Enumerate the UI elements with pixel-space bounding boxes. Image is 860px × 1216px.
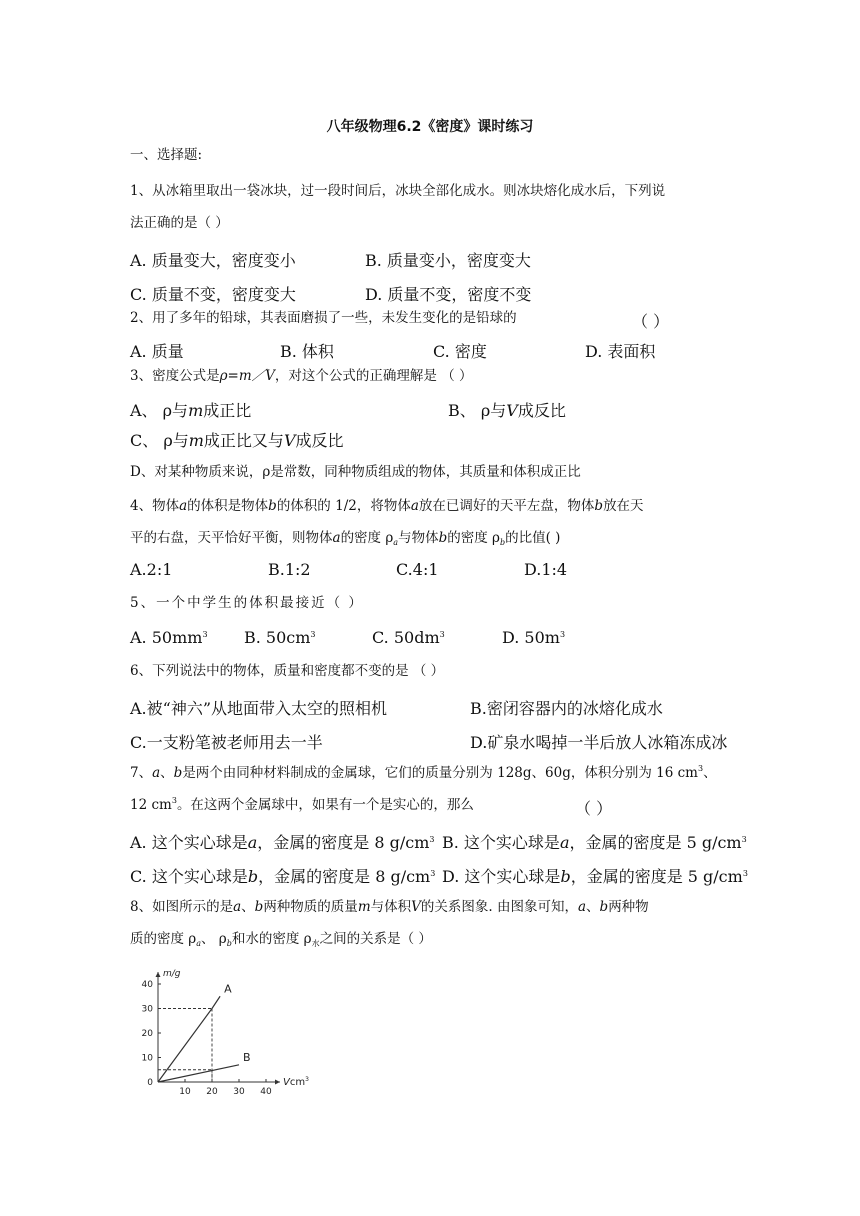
q3-option-c: C、 ρ与m成正比又与V成反比 xyxy=(130,431,344,450)
y-tick-label: 10 xyxy=(141,1053,153,1064)
y-axis-arrow xyxy=(156,972,161,977)
origin-label: 0 xyxy=(147,1078,153,1088)
q6-option-d: D.矿泉水喝掉一半后放人冰箱冻成冰 xyxy=(470,733,728,752)
series-label-a: A xyxy=(224,982,232,996)
q2-answer-paren: （ ） xyxy=(632,312,670,331)
q1-option-a: A. 质量变大，密度变小 xyxy=(130,251,296,270)
q1-stem-line1: 1、从冰箱里取出一袋冰块，过一段时间后，冰块全部化成水。则冰块熔化成水后，下列说 xyxy=(130,183,666,199)
q3-option-a: A、 ρ与m成正比 xyxy=(130,401,252,420)
q2-option-a: A. 质量 xyxy=(130,342,184,361)
q1-option-c: C. 质量不变，密度变大 xyxy=(130,285,296,304)
q4-option-b: B.1:2 xyxy=(268,560,311,579)
y-tick-label: 40 xyxy=(141,980,153,990)
q6-option-c: C.一支粉笔被老师用去一半 xyxy=(130,733,323,752)
q7-option-c: C. 这个实心球是b，金属的密度是 8 $g/cm^3$ xyxy=(130,867,436,886)
x-tick-label: 40 xyxy=(260,1087,272,1097)
q3-stem xyxy=(130,367,473,385)
q4-option-a: A.2:1 xyxy=(130,560,173,579)
q6-option-b: B.密闭容器内的冰熔化成水 xyxy=(470,699,663,718)
q7-stem-line2: 12 $cm^3$。在这两个金属球中，如果有一个是实心的，那么 xyxy=(130,796,474,813)
q2-option-d: D. 表面积 xyxy=(585,342,656,361)
q7-answer-paren: （ ） xyxy=(575,799,613,818)
q7-option-a: A. 这个实心球是a，金属的密度是 8 $g/cm^3$ xyxy=(130,833,435,852)
series-label-b: B xyxy=(243,1050,251,1064)
q6-option-a: A.被“神六”从地面带入太空的照相机 xyxy=(130,699,388,718)
graph-labels xyxy=(142,969,310,1097)
q7-option-b: B. 这个实心球是a，金属的密度是 5 $g/cm^3$ xyxy=(442,833,747,852)
q8-stem-line1: 8、如图所示的是a、b两种物质的质量m与体积V的关系图象. 由图象可知，a、b两种物 xyxy=(130,899,649,915)
q4-stem-line1: 4、物体a的体积是物体b的体积的 1/2，将物体a放在已调好的天平左盘，物体b放在天 xyxy=(130,498,644,514)
q2-option-c: C. 密度 xyxy=(433,342,487,361)
x-tick-label: 10 xyxy=(179,1087,191,1097)
q2-stem: 2、用了多年的铅球，其表面磨损了一些，未发生变化的是铅球的 xyxy=(130,310,517,326)
x-axis-arrow xyxy=(275,1080,280,1085)
q1-stem-line2: 法正确的是（ ） xyxy=(130,215,229,231)
q3-option-d: D、对某种物质来说，ρ是常数，同种物质组成的物体，其质量和体积成正比 xyxy=(130,464,581,480)
density-formula: ρ=m／V xyxy=(219,368,275,384)
q7-option-d: D. 这个实心球是b，金属的密度是 5 $g/cm^3$ xyxy=(442,867,748,886)
y-tick-label: 30 xyxy=(141,1004,153,1015)
x-axis-label: Vcm$^3$ xyxy=(283,1076,309,1088)
q1-option-d: D. 质量不变，密度不变 xyxy=(365,285,532,304)
page-title: 八年级物理6.2《密度》课时练习 xyxy=(326,119,534,135)
series-line-b xyxy=(158,1065,239,1082)
q4-option-d: D.1:4 xyxy=(524,560,568,579)
q4-stem-line2: 平的右盘，天平恰好平衡，则物体a的密度 $\rho_a$与物体b的密度 $\rho_b$的比值( ) xyxy=(130,530,561,547)
q3-stem-b: ，对这个公式的正确理解是 （ ） xyxy=(274,368,473,384)
q6-stem: 6、下列说法中的物体，质量和密度都不变的是 （ ） xyxy=(130,663,445,679)
q3-option-b: B、 ρ与V成反比 xyxy=(448,401,566,420)
q5-option-d: D. $50m^3$ xyxy=(502,628,566,647)
section-heading: 一、选择题: xyxy=(130,147,203,163)
y-axis-label: m/g xyxy=(163,969,181,979)
q5-option-b: B. $50cm^3$ xyxy=(244,628,316,647)
q2-option-b: B. 体积 xyxy=(280,342,334,361)
y-tick-label: 20 xyxy=(141,1029,153,1039)
q4-option-c: C.4:1 xyxy=(396,560,439,579)
x-tick-label: 20 xyxy=(206,1087,218,1097)
series-line-a xyxy=(158,996,220,1082)
q3-stem-a: 3、密度公式是 xyxy=(130,368,220,384)
q5-option-c: C. $50dm^3$ xyxy=(372,628,445,647)
q8-stem-line2: 质的密度 $\rho_a$、 $\rho_b$和水的密度 $\rho_水$之间的关系是（ ） xyxy=(130,931,432,948)
q7-stem-line1: 7、a、b是两个由同种材料制成的金属球，它们的质量分别为 128g、60g，体积分别为 16 $cm^3$、 xyxy=(130,764,717,781)
q5-stem: 5、一个中学生的体积最接近（ ） xyxy=(130,595,364,611)
graph-axes xyxy=(156,972,281,1085)
x-tick-label: 30 xyxy=(233,1087,245,1097)
mass-volume-graph xyxy=(130,958,340,1098)
graph-series xyxy=(158,996,239,1082)
q5-option-a: A. $50mm^3$ xyxy=(130,628,208,647)
q1-option-b: B. 质量变小，密度变大 xyxy=(365,251,531,270)
